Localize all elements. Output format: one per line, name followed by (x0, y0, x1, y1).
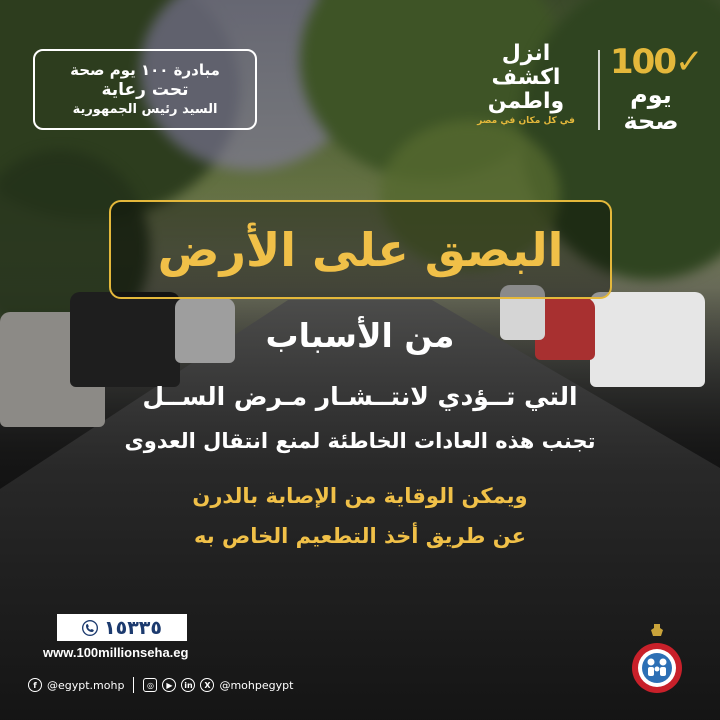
patron-box (33, 49, 257, 130)
social-divider (133, 677, 134, 693)
body-line-4: ويمكن الوقاية من الإصابة بالدرن (192, 484, 528, 508)
linkedin-icon[interactable]: in (181, 678, 195, 692)
youtube-icon[interactable]: ▶ (162, 678, 176, 692)
hotline-number: ١٥٣٣٥ (104, 616, 162, 639)
logo-word-health: صحة (623, 107, 679, 135)
phone-icon (82, 620, 98, 636)
slogan-line-2: اكشف (491, 65, 561, 90)
slogan-line-4: في كل مكان في مصر (477, 116, 575, 126)
title-box (109, 200, 612, 299)
logo-divider (598, 50, 600, 130)
patron-line-2: تحت رعاية (101, 79, 189, 100)
body-line-2: التي تــؤدي لانتــشـار مـرض الســل (142, 382, 578, 411)
social-bar (28, 676, 293, 694)
slogan-line-1: انزل (501, 41, 551, 66)
page-title: البصق على الأرض (157, 222, 564, 277)
campaign-logo (462, 41, 702, 142)
logo-word-day: يوم (630, 81, 672, 109)
patron-line-3: السيد رئيس الجمهورية (72, 101, 218, 117)
logo-number: 100✓ (610, 42, 702, 82)
website-link[interactable]: www.100millionseha.eg (43, 645, 189, 660)
facebook-icon[interactable]: f (28, 678, 42, 692)
ministry-logo (627, 624, 687, 696)
logo-100-days (610, 42, 702, 135)
body-line-3: تجنب هذه العادات الخاطئة لمنع انتقال العدوى (124, 429, 596, 453)
hotline-badge[interactable] (57, 614, 187, 641)
x-icon[interactable]: X (200, 678, 214, 692)
mohp-handle[interactable]: @mohpegypt (219, 678, 294, 692)
slogan-line-3: واطمن (487, 89, 565, 114)
instagram-icon[interactable]: ◎ (143, 678, 157, 692)
logo-slogan (462, 42, 590, 128)
body-line-5: عن طريق أخذ التطعيم الخاص به (194, 524, 526, 548)
patron-line-1: مبادرة ١٠٠ يوم صحة (70, 60, 220, 79)
facebook-handle[interactable]: @egypt.mohp (47, 678, 125, 692)
body-line-1: من الأسباب (265, 316, 455, 355)
check-icon: ✓ (674, 42, 702, 82)
